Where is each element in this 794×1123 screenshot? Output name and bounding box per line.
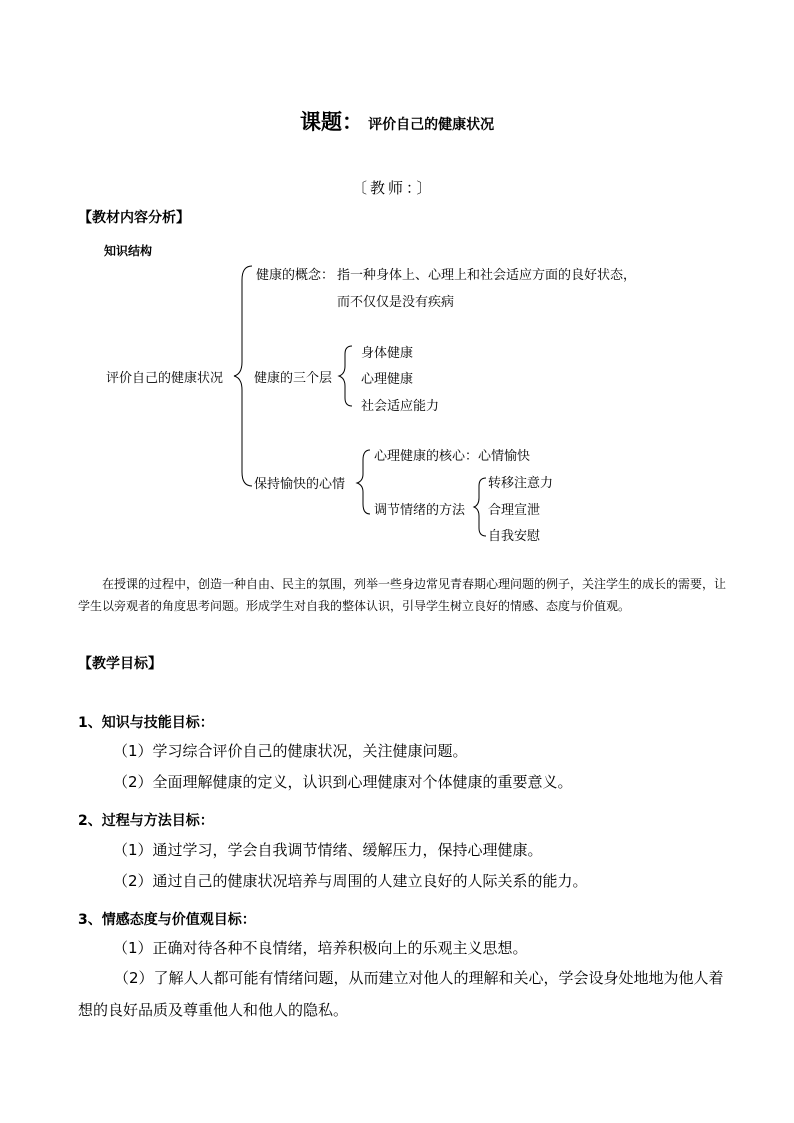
- concept-label: 健康的概念：: [256, 268, 335, 283]
- goal-item: （1）正确对待各种不良情绪，培养积极向上的乐观主义思想。: [113, 939, 528, 957]
- goal-item: （1）通过学习，学会自我调节情绪、缓解压力，保持心理健康。: [113, 841, 543, 859]
- core-label: 心理健康的核心：心情愉快: [374, 449, 531, 464]
- title-label: 课题：: [300, 110, 363, 134]
- method-item: 自我安慰: [488, 529, 541, 544]
- goal-item: （1）学习综合评价自己的健康状况，关注健康问题。: [113, 742, 468, 760]
- section-analysis-heading: 【教材内容分析】: [78, 210, 190, 226]
- goal-item: （2）了解人人都可能有情绪问题，从而建立对他人的理解和关心，学会设身处地地为他人着想的良好品质及尊重他人和他人的隐私。: [78, 969, 724, 1019]
- concept-text-1: 指一种身体上、心理上和社会适应方面的良好状态，: [337, 268, 637, 283]
- methods-brace: [474, 478, 486, 536]
- method-item: 合理宣泄: [488, 503, 541, 518]
- methods-label: 调节情绪的方法: [374, 503, 466, 518]
- concept-text-2: 而不仅仅是没有疾病: [337, 295, 455, 310]
- layer-item: 身体健康: [361, 346, 414, 361]
- goal-heading-2: 2、过程与方法目标：: [78, 813, 214, 829]
- goal-heading-3: 3、情感态度与价值观目标：: [78, 912, 256, 928]
- title-text: 评价自己的健康状况: [368, 117, 495, 133]
- tree-root: 评价自己的健康状况: [106, 371, 224, 386]
- goal-heading-1: 1、知识与技能目标：: [78, 715, 214, 731]
- intro-paragraph: 在授课的过程中，创造一种自由、民主的氛围，列举一些身边常见青春期心理问题的例子，关注学生的成长的需要，让学生以旁观者的角度思考问题。形成学生对自我的整体认识，引导学生树立良好的情感、态度与价值观。: [78, 577, 727, 613]
- layer-item: 心理健康: [361, 372, 414, 387]
- layer-item: 社会适应能力: [361, 399, 440, 414]
- layers-brace: [339, 346, 352, 406]
- three-layers-label: 健康的三个层: [254, 371, 333, 386]
- goal-item: （2）通过自己的健康状况培养与周围的人建立良好的人际关系的能力。: [113, 872, 588, 890]
- goal-item: （2）全面理解健康的定义，认识到心理健康对个体健康的重要意义。: [113, 773, 573, 791]
- method-item: 转移注意力: [488, 476, 554, 491]
- mood-brace: [357, 450, 370, 514]
- happy-mood-label: 保持愉快的心情: [254, 477, 346, 492]
- section-goals-heading: 【教学目标】: [78, 656, 162, 672]
- knowledge-structure-label: 知识结构: [104, 244, 153, 258]
- main-brace: [234, 266, 252, 486]
- teacher-line: 〔教师：〕: [352, 179, 435, 197]
